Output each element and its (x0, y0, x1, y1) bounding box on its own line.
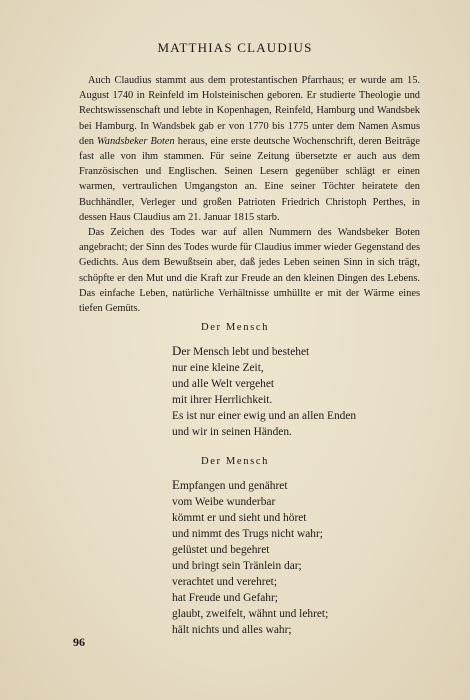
poem-line: nur eine kleine Zeit, (172, 362, 264, 374)
poem-stanza (172, 477, 432, 638)
poem-line: und nimmt des Trugs nicht wahr; (172, 528, 323, 540)
poem-line: Empfangen und genähret (172, 477, 288, 492)
poem-line: kömmt er und sieht und höret (172, 512, 307, 524)
paragraph-text: Auch Claudius stammt aus dem protestantischen Pfarrhaus; er wurde am 15. August 1740 in Reinfeld im Holsteinischen geboren. Er studierte Theologie und Rechtswissenschaft und lebte in Kopenhagen, Reinfeld, Hamburg und Wandsbek bei Hamburg. In Wandsbek gab er von 1770 bis 1775 unter dem Namen Asmus den (79, 75, 420, 147)
poem-title: Der Mensch (200, 456, 270, 467)
running-head: MATTHIAS CLAUDIUS (157, 40, 313, 55)
poem-line: verachtet und verehret; (172, 576, 277, 588)
page-number: 96 (73, 635, 85, 649)
poem-line: mit ihrer Herrlichkeit. (172, 394, 273, 406)
poem-line: glaubt, zweifelt, wähnt und lehret; (172, 608, 329, 620)
poem-line: und wir in seinen Händen. (172, 426, 292, 438)
poem-line: Der Mensch lebt und bestehet (172, 343, 310, 358)
biography-paragraph (79, 73, 420, 225)
poem-line: hält nichts und alles wahr; (172, 624, 292, 636)
poem-line: gelüstet und begehret (172, 544, 270, 556)
poem-stanza (172, 343, 432, 440)
poem-title: Der Mensch (200, 322, 270, 333)
poem-line: und alle Welt vergehet (172, 378, 275, 390)
poem-line: Es ist nur einer ewig und an allen Enden (172, 410, 357, 422)
biography-text (79, 73, 420, 316)
poem-line: und bringt sein Tränlein dar; (172, 560, 302, 572)
poem-line: vom Weibe wunderbar (172, 496, 276, 508)
poem-line: hat Freude und Gefahr; (172, 592, 278, 604)
newspaper-title: Wandsbeker Boten (97, 135, 175, 147)
paragraph-text: heraus, eine erste deutsche Wochenschrift, deren Beiträge fast alle von ihm stammen. Für seine Zeitung übersetzte er auch aus dem Französischen und Englischen. Seinen Lesern gegenüber schlägt er einen warmen, vertraulichen Umgangston an. Eine seiner Töchter heiratete den Buchhändler, Verleger und großen Patrioten Friedrich Christoph Perthes, in dessen Haus Claudius am 21. Januar 1815 starb. (79, 135, 420, 223)
biography-paragraph: Das Zeichen des Todes war auf allen Nummern des Wandsbeker Boten angebracht; der Sinn des Todes wurde für Claudius immer wieder Gegenstand des Gedichts. Aus dem Bewußtsein aber, daß jedes Leben seinen Sinn in sich trägt, schöpfte er den Mut und die Kraft zur Freude an den kleinen Dingen des Lebens. Das einfache Leben, natürliche Verhältnisse umhüllte er mit der Wärme eines tiefen Gemüts. (79, 227, 421, 315)
